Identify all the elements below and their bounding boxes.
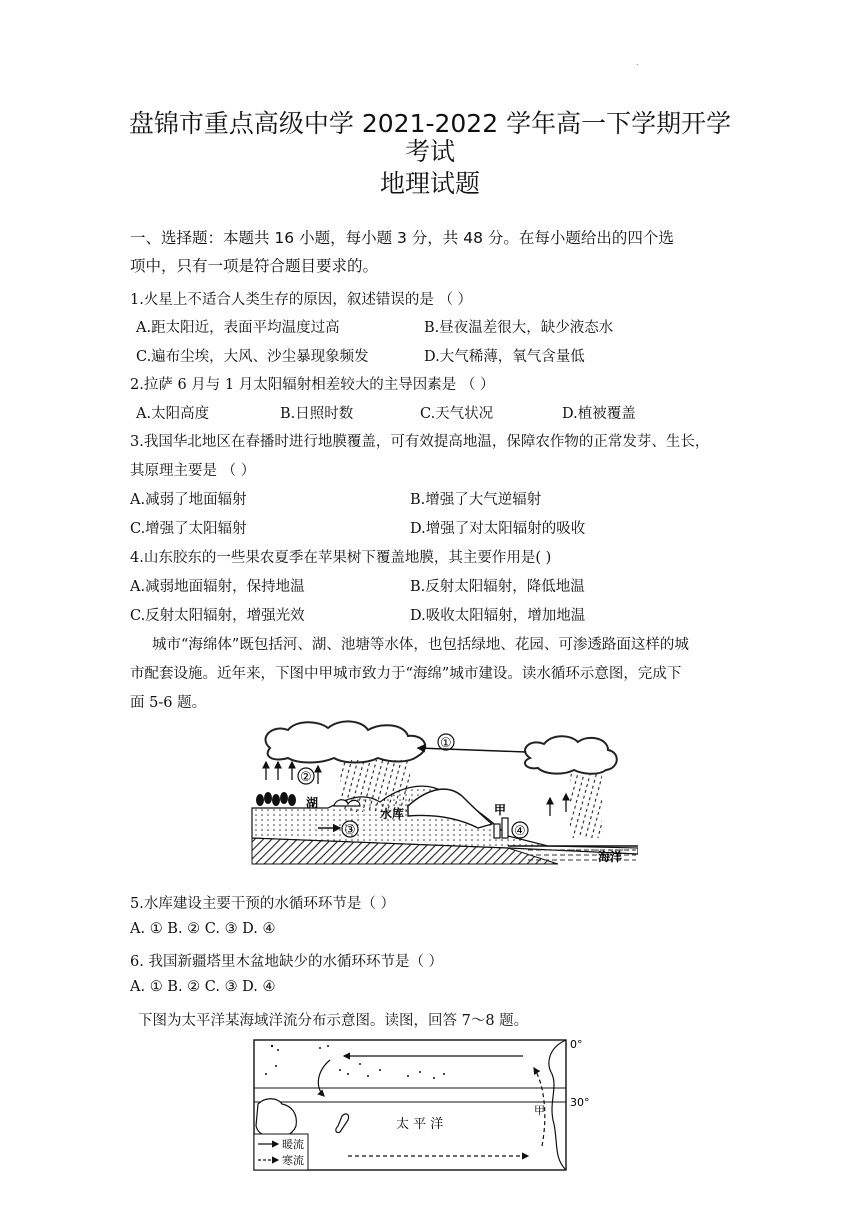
- label-city-jia: 甲: [534, 1104, 545, 1117]
- question-2-option-c: C.天气状况: [420, 406, 494, 422]
- question-3-option-a: A.减弱了地面辐射: [130, 492, 247, 508]
- passage-7-8: 下图为太平洋某海域洋流分布示意图。读图，回答 7～8 题。: [138, 1013, 529, 1029]
- label-ocean: 海洋: [598, 850, 623, 864]
- pacific-currents-map: [248, 1034, 598, 1174]
- question-2-stem: 2.拉萨 6 月与 1 月太阳辐射相差较大的主导因素是 （ ）: [130, 377, 495, 393]
- section1-instructions-line1: 一、选择题：本题共 16 小题，每小题 3 分，共 48 分。在每小题给出的四个选: [130, 229, 674, 247]
- question-3-option-c: C.增强了太阳辐射: [130, 521, 247, 537]
- vapour-transport-arrow: [418, 748, 526, 752]
- question-3-option-b: B.增强了大气逆辐射: [410, 492, 542, 508]
- passage-5-6-line3: 面 5-6 题。: [130, 695, 207, 711]
- question-3-stem-line1: 3.我国华北地区在春播时进行地膜覆盖，可有效提高地温，保障农作物的正常发芽、生长，: [130, 434, 710, 450]
- question-4-option-d: D.吸收太阳辐射，增加地温: [410, 608, 586, 624]
- right-cloud: [525, 736, 617, 774]
- exam-title-line1: 盘锦市重点高级中学 2021-2022 学年高一下学期开学: [128, 109, 732, 138]
- question-6-stem: 6. 我国新疆塔里木盆地缺少的水循环环节是（ ）: [130, 954, 444, 970]
- label-lake: 湖: [306, 796, 319, 810]
- question-3-stem-line2: 其原理主要是 （ ）: [130, 463, 256, 479]
- label-lat-30: 30°: [570, 1096, 590, 1109]
- question-5-stem: 5.水库建设主要干预的水循环环节是（ ）: [130, 896, 395, 912]
- trees: [256, 792, 296, 806]
- legend-cold-current: 寒流: [282, 1154, 304, 1167]
- question-6-options: A. ① B. ② C. ③ D. ④: [130, 979, 276, 995]
- question-4-option-a: A.减弱地面辐射，保持地温: [130, 579, 305, 595]
- question-3-option-d: D.增强了对太阳辐射的吸收: [410, 521, 586, 537]
- question-2-option-b: B.日照时数: [280, 406, 354, 422]
- label-pacific: 太 平 洋: [396, 1117, 444, 1132]
- label-circle-1: ①: [440, 736, 452, 751]
- question-5-options: A. ① B. ② C. ③ D. ④: [130, 921, 276, 937]
- passage-5-6-line2: 市配套设施。近年来，下图中甲城市致力于“海绵”城市建设。读水循环示意图，完成下: [130, 666, 682, 682]
- right-rain: [570, 774, 602, 838]
- question-4-stem: 4.山东胶东的一些果农夏季在苹果树下覆盖地膜，其主要作用是( ): [130, 550, 552, 566]
- question-1-option-d: D.大气稀薄，氧气含量低: [424, 349, 585, 365]
- question-1-option-a: A.距太阳近，表面平均温度过高: [136, 320, 340, 336]
- exam-subject-title: 地理试题: [379, 169, 480, 198]
- question-4-option-c: C.反射太阳辐射，增强光效: [130, 608, 305, 624]
- label-reservoir: 水库: [380, 807, 405, 821]
- question-1-stem: 1.火星上不适合人类生存的原因，叙述错误的是 （ ）: [130, 292, 473, 308]
- question-1-option-c: C.遍布尘埃，大风、沙尘暴现象频发: [136, 349, 369, 365]
- label-city: 甲: [494, 803, 507, 817]
- question-4-option-b: B.反射太阳辐射，降低地温: [410, 579, 585, 595]
- left-cloud: [265, 721, 425, 762]
- label-circle-4: ④: [514, 824, 526, 839]
- section1-instructions-line2: 项中，只有一项是符合题目要求的。: [130, 257, 379, 275]
- label-circle-2: ②: [300, 770, 312, 785]
- question-2-option-d: D.植被覆盖: [562, 406, 636, 422]
- water-cycle-diagram: [248, 718, 638, 870]
- passage-5-6-line1: 城市“海绵体”既包括河、湖、池塘等水体，也包括绿地、花园、可渗透路面这样的城: [152, 637, 689, 653]
- question-1-option-b: B.昼夜温差很大，缺少液态水: [424, 320, 614, 336]
- header-mark: .: [636, 58, 639, 67]
- question-2-option-a: A.太阳高度: [136, 406, 210, 422]
- label-circle-3: ③: [344, 823, 356, 838]
- exam-title-line2: 考试: [404, 137, 455, 166]
- legend-warm-current: 暖流: [282, 1138, 304, 1151]
- label-lat-0: 0°: [570, 1038, 583, 1051]
